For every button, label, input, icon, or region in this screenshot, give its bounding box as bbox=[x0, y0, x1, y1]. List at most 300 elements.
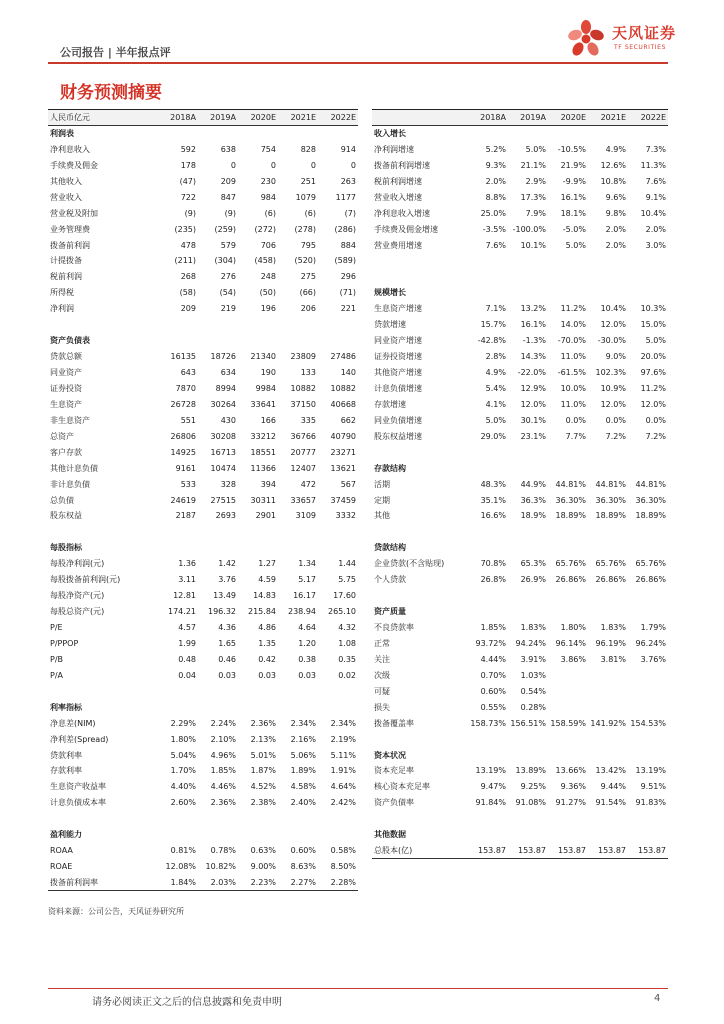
value-cell: 2.19% bbox=[330, 734, 356, 744]
row-label-cell: 净利息收入增速 bbox=[374, 208, 430, 218]
value-cell bbox=[198, 126, 238, 142]
row-label-cell: 正常 bbox=[374, 638, 390, 648]
value-cell: 9161 bbox=[175, 463, 196, 473]
row-label-cell: P/PPOP bbox=[50, 638, 79, 648]
value-cell: 1.80% bbox=[560, 623, 586, 633]
value-cell: 3.11 bbox=[178, 575, 196, 585]
value-cell: 2.36% bbox=[210, 798, 236, 808]
value-cell: 238.94 bbox=[288, 607, 316, 617]
value-cell bbox=[508, 747, 548, 763]
value-cell: 1.83% bbox=[600, 623, 626, 633]
value-cell: 18.89% bbox=[555, 511, 586, 521]
value-cell: 1.83% bbox=[520, 623, 546, 633]
value-cell: 248 bbox=[260, 272, 276, 282]
section-header-row bbox=[372, 126, 668, 142]
value-cell bbox=[548, 460, 588, 476]
value-cell bbox=[628, 460, 668, 476]
table-row bbox=[372, 205, 668, 221]
value-cell: 97.6% bbox=[640, 368, 666, 378]
value-cell: 14.0% bbox=[560, 320, 586, 330]
value-cell: 13.2% bbox=[520, 304, 546, 314]
value-cell: 5.0% bbox=[645, 336, 666, 346]
value-cell: 0.58% bbox=[330, 846, 356, 856]
logo-subtext: TF SECURITIES bbox=[614, 44, 666, 51]
row-label-cell: 核心资本充足率 bbox=[374, 782, 430, 792]
value-cell: 7.9% bbox=[525, 208, 546, 218]
value-cell: 219 bbox=[220, 304, 236, 314]
value-cell: 1.84% bbox=[158, 875, 198, 891]
row-label-cell: 同业资产增速 bbox=[374, 336, 422, 346]
header-year-cell: 2022E bbox=[318, 110, 358, 126]
value-cell bbox=[158, 333, 198, 349]
row-label-cell: 企业贷款(不含贴现) bbox=[374, 559, 445, 569]
value-cell: 0.54% bbox=[520, 686, 546, 696]
value-cell: 36.30% bbox=[555, 495, 586, 505]
value-cell bbox=[588, 699, 628, 715]
table-row bbox=[372, 428, 668, 444]
value-cell: (50) bbox=[259, 288, 276, 298]
value-cell: 26.8% bbox=[480, 575, 506, 585]
value-cell: 26.86% bbox=[555, 575, 586, 585]
value-cell: 3109 bbox=[295, 511, 316, 521]
value-cell: (58) bbox=[179, 288, 196, 298]
row-label-cell: 生息资产增速 bbox=[374, 304, 422, 314]
table-row bbox=[372, 620, 668, 636]
value-cell: 23271 bbox=[330, 447, 356, 457]
value-cell: 20.0% bbox=[640, 352, 666, 362]
value-cell: (9) bbox=[184, 208, 196, 218]
section-header-row bbox=[48, 827, 358, 843]
value-cell: 7.6% bbox=[485, 240, 506, 250]
value-cell: 7.1% bbox=[485, 304, 506, 314]
row-label-cell: 活期 bbox=[374, 479, 390, 489]
value-cell: 884 bbox=[340, 240, 356, 250]
table-row bbox=[372, 173, 668, 189]
value-cell: 7.6% bbox=[645, 176, 666, 186]
table-row bbox=[48, 667, 358, 683]
row-label-cell: 手续费及佣金增速 bbox=[374, 224, 438, 234]
row-label-cell: 资本充足率 bbox=[374, 766, 414, 776]
value-cell bbox=[238, 683, 278, 699]
row-label-cell: 股东权益 bbox=[50, 511, 82, 521]
row-label-cell: 可疑 bbox=[374, 686, 390, 696]
row-label-cell: 非计息负债 bbox=[50, 479, 90, 489]
value-cell: 0 bbox=[310, 160, 316, 170]
table-row bbox=[372, 556, 668, 572]
table-row bbox=[372, 683, 668, 699]
value-cell: -1.3% bbox=[522, 336, 546, 346]
value-cell: 328 bbox=[220, 479, 236, 489]
value-cell: 1.99 bbox=[178, 638, 196, 648]
row-label-cell: P/A bbox=[50, 670, 63, 680]
row-label-cell: 生息资产收益率 bbox=[50, 782, 106, 792]
value-cell: 2.03% bbox=[198, 875, 238, 891]
value-cell: 17.60 bbox=[333, 591, 356, 601]
table-row bbox=[48, 636, 358, 652]
value-cell: 2.0% bbox=[645, 224, 666, 234]
value-cell: 1.27 bbox=[258, 559, 276, 569]
value-cell: 7.2% bbox=[605, 431, 626, 441]
value-cell bbox=[508, 827, 548, 843]
table-row bbox=[48, 396, 358, 412]
value-cell bbox=[278, 683, 318, 699]
value-cell bbox=[278, 540, 318, 556]
value-cell: 12.0% bbox=[600, 320, 626, 330]
value-cell: 14.3% bbox=[520, 352, 546, 362]
value-cell: (278) bbox=[294, 224, 316, 234]
value-cell: 10.9% bbox=[600, 383, 626, 393]
row-label-cell: 贷款增速 bbox=[374, 320, 406, 330]
value-cell: 11366 bbox=[250, 463, 276, 473]
table-row bbox=[48, 588, 358, 604]
value-cell: 2.60% bbox=[170, 798, 196, 808]
value-cell: 1.85% bbox=[480, 623, 506, 633]
value-cell: 9984 bbox=[255, 383, 276, 393]
value-cell: 2.13% bbox=[250, 734, 276, 744]
value-cell: 24619 bbox=[170, 495, 196, 505]
value-cell bbox=[588, 269, 628, 285]
value-cell: 2.16% bbox=[290, 734, 316, 744]
value-cell: 70.8% bbox=[480, 559, 506, 569]
value-cell: 37150 bbox=[290, 399, 316, 409]
spacer-row bbox=[48, 683, 358, 699]
value-cell bbox=[628, 126, 668, 142]
value-cell: 20777 bbox=[290, 447, 316, 457]
value-cell bbox=[548, 683, 588, 699]
value-cell: 35.1% bbox=[480, 495, 506, 505]
table-row bbox=[48, 731, 358, 747]
value-cell: (54) bbox=[219, 288, 236, 298]
value-cell bbox=[548, 285, 588, 301]
value-cell bbox=[468, 460, 508, 476]
table-row bbox=[48, 556, 358, 572]
table-row bbox=[372, 763, 668, 779]
value-cell bbox=[468, 588, 508, 604]
value-cell: 5.4% bbox=[485, 383, 506, 393]
value-cell: 0.60% bbox=[290, 846, 316, 856]
table-row bbox=[48, 205, 358, 221]
value-cell: 0.0% bbox=[565, 415, 586, 425]
header-year-cell: 2021E bbox=[588, 110, 628, 126]
value-cell: 190 bbox=[260, 368, 276, 378]
value-cell: (286) bbox=[334, 224, 356, 234]
value-cell: 36.30% bbox=[595, 495, 626, 505]
value-cell: 26.86% bbox=[595, 575, 626, 585]
spacer-row bbox=[372, 588, 668, 604]
spacer-row bbox=[48, 811, 358, 827]
value-cell bbox=[468, 540, 508, 556]
row-label-cell bbox=[372, 444, 468, 460]
value-cell: 0.78% bbox=[210, 846, 236, 856]
value-cell bbox=[158, 699, 198, 715]
section-header-row bbox=[48, 126, 358, 142]
value-cell bbox=[198, 333, 238, 349]
value-cell bbox=[468, 747, 508, 763]
row-label-cell: 资本状况 bbox=[374, 750, 406, 760]
value-cell bbox=[278, 827, 318, 843]
value-cell: 18551 bbox=[250, 447, 276, 457]
value-cell bbox=[278, 333, 318, 349]
value-cell: 36.3% bbox=[520, 495, 546, 505]
row-label-cell: 次级 bbox=[374, 670, 390, 680]
value-cell: 4.9% bbox=[605, 144, 626, 154]
value-cell: 29.0% bbox=[480, 431, 506, 441]
row-label-cell: 营业收入 bbox=[50, 192, 82, 202]
value-cell bbox=[318, 683, 358, 699]
value-cell: 1.34 bbox=[298, 559, 316, 569]
header-year-cell: 2018A bbox=[158, 110, 198, 126]
value-cell: 13.49 bbox=[213, 591, 236, 601]
value-cell bbox=[628, 731, 668, 747]
value-cell: 16.17 bbox=[293, 591, 316, 601]
value-cell: 0.70% bbox=[480, 670, 506, 680]
value-cell: 4.96% bbox=[210, 750, 236, 760]
value-cell: 15.7% bbox=[480, 320, 506, 330]
value-cell: 5.0% bbox=[525, 144, 546, 154]
value-cell: 1.70% bbox=[170, 766, 196, 776]
row-label-cell: 所得税 bbox=[50, 288, 74, 298]
value-cell bbox=[468, 285, 508, 301]
row-label-cell: 存款结构 bbox=[374, 463, 406, 473]
value-cell: 2.34% bbox=[290, 718, 316, 728]
table-row bbox=[372, 779, 668, 795]
table-row bbox=[48, 444, 358, 460]
header-year-cell: 2019A bbox=[198, 110, 238, 126]
value-cell bbox=[318, 126, 358, 142]
value-cell: 18.9% bbox=[520, 511, 546, 521]
value-cell: 65.76% bbox=[555, 559, 586, 569]
row-label-cell: 其他 bbox=[374, 511, 390, 521]
value-cell: 722 bbox=[180, 192, 196, 202]
value-cell bbox=[628, 540, 668, 556]
value-cell bbox=[198, 317, 238, 333]
value-cell: 914 bbox=[340, 144, 356, 154]
table-row bbox=[372, 221, 668, 237]
value-cell: 1.79% bbox=[640, 623, 666, 633]
value-cell bbox=[198, 811, 238, 827]
value-cell: 4.44% bbox=[480, 654, 506, 664]
value-cell: 0 bbox=[350, 160, 356, 170]
value-cell: 4.64 bbox=[298, 623, 316, 633]
value-cell: 2.28% bbox=[318, 875, 358, 891]
value-cell bbox=[508, 588, 548, 604]
row-label-cell bbox=[48, 683, 158, 699]
value-cell: 251 bbox=[300, 176, 316, 186]
value-cell: 265.10 bbox=[328, 607, 356, 617]
table-row bbox=[48, 285, 358, 301]
value-cell: 1.36 bbox=[178, 559, 196, 569]
row-label-cell: 关注 bbox=[374, 654, 390, 664]
value-cell bbox=[468, 604, 508, 620]
value-cell: 1.42 bbox=[218, 559, 236, 569]
value-cell bbox=[628, 588, 668, 604]
value-cell: 7870 bbox=[175, 383, 196, 393]
table-row bbox=[48, 620, 358, 636]
value-cell: 2.27% bbox=[278, 875, 318, 891]
value-cell bbox=[238, 811, 278, 827]
value-cell: 23809 bbox=[290, 352, 316, 362]
value-cell bbox=[278, 317, 318, 333]
value-cell: 153.87 bbox=[508, 843, 548, 859]
value-cell: 12.0% bbox=[640, 399, 666, 409]
value-cell: 0.81% bbox=[170, 846, 196, 856]
row-label-cell: 资产负债表 bbox=[50, 336, 90, 346]
value-cell: 9.47% bbox=[480, 782, 506, 792]
value-cell: (7) bbox=[344, 208, 356, 218]
value-cell: 3.0% bbox=[645, 240, 666, 250]
value-cell: 0.63% bbox=[250, 846, 276, 856]
value-cell: 156.51% bbox=[510, 718, 546, 728]
value-cell bbox=[508, 444, 548, 460]
value-cell: (6) bbox=[304, 208, 316, 218]
table-row bbox=[48, 651, 358, 667]
value-cell: 4.86 bbox=[258, 623, 276, 633]
row-label-cell: 拨备前利润率 bbox=[48, 875, 158, 891]
table-header-row bbox=[48, 110, 358, 126]
value-cell: 10.0% bbox=[560, 383, 586, 393]
row-label-cell: 其他数据 bbox=[374, 830, 406, 840]
spacer-row bbox=[372, 731, 668, 747]
value-cell: 174.21 bbox=[168, 607, 196, 617]
row-label-cell: 生息资产 bbox=[50, 399, 82, 409]
row-label-cell bbox=[372, 588, 468, 604]
table-row bbox=[48, 747, 358, 763]
table-row bbox=[372, 237, 668, 253]
value-cell bbox=[548, 524, 588, 540]
section-header-row bbox=[372, 747, 668, 763]
value-cell: 12.0% bbox=[600, 399, 626, 409]
value-cell: 5.0% bbox=[565, 240, 586, 250]
row-label-cell: 净利息收入 bbox=[50, 144, 90, 154]
table-row bbox=[48, 779, 358, 795]
value-cell: 4.36 bbox=[218, 623, 236, 633]
row-label-cell: 不良贷款率 bbox=[374, 623, 414, 633]
value-cell: 18.89% bbox=[595, 511, 626, 521]
value-cell: 4.32 bbox=[338, 623, 356, 633]
value-cell: 153.87 bbox=[548, 843, 588, 859]
table-row bbox=[48, 875, 358, 891]
value-cell: 335 bbox=[300, 415, 316, 425]
header-year-cell: 2020E bbox=[548, 110, 588, 126]
table-row bbox=[48, 365, 358, 381]
value-cell: (235) bbox=[174, 224, 196, 234]
table-row bbox=[48, 189, 358, 205]
value-cell: 1079 bbox=[295, 192, 316, 202]
section-header-row bbox=[48, 540, 358, 556]
value-cell: 44.81% bbox=[555, 479, 586, 489]
table-row bbox=[48, 157, 358, 173]
value-cell bbox=[588, 827, 628, 843]
value-cell bbox=[468, 731, 508, 747]
value-cell: 10.82% bbox=[205, 862, 236, 872]
value-cell: 18.1% bbox=[560, 208, 586, 218]
value-cell bbox=[198, 524, 238, 540]
value-cell bbox=[158, 683, 198, 699]
row-label-cell: 计提拨备 bbox=[50, 256, 82, 266]
row-label-cell: 证券投资 bbox=[50, 383, 82, 393]
value-cell: 1.35 bbox=[258, 638, 276, 648]
value-cell: -42.8% bbox=[477, 336, 506, 346]
value-cell bbox=[468, 444, 508, 460]
row-label-cell: 每股指标 bbox=[50, 543, 82, 553]
value-cell: 268 bbox=[180, 272, 196, 282]
header-year-cell: 2020E bbox=[238, 110, 278, 126]
value-cell bbox=[588, 253, 628, 269]
value-cell bbox=[238, 317, 278, 333]
value-cell: (9) bbox=[224, 208, 236, 218]
value-cell: 153.87 bbox=[468, 843, 508, 859]
table-row bbox=[48, 237, 358, 253]
value-cell bbox=[158, 317, 198, 333]
value-cell: 0.0% bbox=[645, 415, 666, 425]
row-label-cell: 净利差(Spread) bbox=[50, 734, 109, 744]
value-cell bbox=[508, 126, 548, 142]
value-cell: 153.87 bbox=[588, 843, 628, 859]
value-cell: 634 bbox=[220, 368, 236, 378]
value-cell bbox=[318, 699, 358, 715]
row-label-cell: 营业收入增速 bbox=[374, 192, 422, 202]
value-cell: 638 bbox=[220, 144, 236, 154]
value-cell: 9.44% bbox=[600, 782, 626, 792]
page-number: 4 bbox=[654, 993, 661, 1004]
value-cell: 10.4% bbox=[600, 304, 626, 314]
value-cell: 3.86% bbox=[560, 654, 586, 664]
header-label-cell: 人民币亿元 bbox=[48, 110, 158, 126]
value-cell: 2.42% bbox=[330, 798, 356, 808]
value-cell: 12.6% bbox=[600, 160, 626, 170]
value-cell: 10.3% bbox=[640, 304, 666, 314]
value-cell bbox=[278, 811, 318, 827]
section-header-row bbox=[372, 604, 668, 620]
value-cell bbox=[628, 699, 668, 715]
value-cell: 16.1% bbox=[520, 320, 546, 330]
value-cell: 26806 bbox=[170, 431, 196, 441]
value-cell: 18.89% bbox=[635, 511, 666, 521]
row-label-cell: 手续费及佣金 bbox=[50, 160, 98, 170]
table-row bbox=[48, 460, 358, 476]
value-cell bbox=[628, 285, 668, 301]
value-cell: -9.9% bbox=[562, 176, 586, 186]
value-cell: 0.03 bbox=[258, 670, 276, 680]
value-cell: 21.1% bbox=[520, 160, 546, 170]
value-cell: 27515 bbox=[210, 495, 236, 505]
value-cell: 2.0% bbox=[605, 240, 626, 250]
header-divider bbox=[48, 62, 668, 64]
value-cell: 0.42 bbox=[258, 654, 276, 664]
growth-ratio-table bbox=[372, 109, 668, 859]
value-cell: 533 bbox=[180, 479, 196, 489]
value-cell bbox=[628, 524, 668, 540]
value-cell: 0 bbox=[230, 160, 236, 170]
value-cell: 551 bbox=[180, 415, 196, 425]
row-label-cell: 存款增速 bbox=[374, 399, 406, 409]
value-cell: 141.92% bbox=[590, 718, 626, 728]
value-cell: 2901 bbox=[255, 511, 276, 521]
value-cell bbox=[628, 747, 668, 763]
value-cell: 11.2% bbox=[640, 383, 666, 393]
value-cell: 140 bbox=[340, 368, 356, 378]
value-cell: 13.89% bbox=[515, 766, 546, 776]
table-row bbox=[372, 651, 668, 667]
row-label-cell: 其他计息负债 bbox=[50, 463, 98, 473]
value-cell bbox=[238, 699, 278, 715]
value-cell: 1.80% bbox=[170, 734, 196, 744]
value-cell: (259) bbox=[214, 224, 236, 234]
value-cell bbox=[158, 811, 198, 827]
value-cell bbox=[318, 524, 358, 540]
row-label-cell bbox=[372, 731, 468, 747]
value-cell: 91.83% bbox=[635, 798, 666, 808]
